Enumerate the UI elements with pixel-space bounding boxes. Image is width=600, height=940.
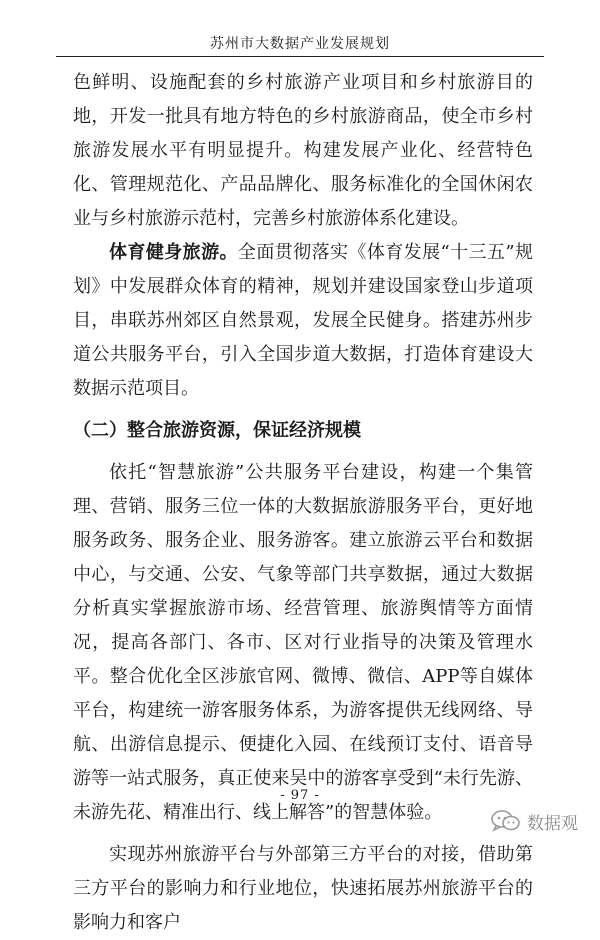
wechat-icon <box>491 810 521 832</box>
watermark <box>491 808 578 834</box>
paragraph-smart-tourism: 依托“智慧旅游”公共服务平台建设，构建一个集管理、营销、服务三位一体的大数据旅游服务平台，更好地服务政务、服务企业、服务游客。建立旅游云平台和数据中心，与交通、公安、气象等部门共享数据，通过大数据分析真实掌握旅游市场、经营管理、旅游舆情等方面情况，提高各部门、各市、区对行业指导的决策及管理水平。整合优化全区涉旅官网、微博、微信、APP等自媒体平台，构建统一游客服务体系，为游客提供无线网络、导航、出游信息提示、便捷化入园、在线预订支付、语音导游等一站式服务，真正使来吴中的游客享受到“未行先游、未游先花、精准出行、线上解答”的智慧体验。 <box>73 462 533 823</box>
paragraph-lead: 体育健身旅游。 <box>109 242 238 263</box>
paragraph-third-party: 实现苏州旅游平台与外部第三方平台的对接，借助第三方平台的影响力和行业地位，快速拓展苏州旅游平台的影响力和客户 <box>73 844 533 933</box>
paragraph-rural-tourism: 色鲜明、设施配套的乡村旅游产业项目和乡村旅游目的地，开发一批具有地方特色的乡村旅游商品，使全市乡村旅游发展水平有明显提升。构建发展产业化、经营特色化、管理规范化、产品品牌化、服务标准化的全国休闲农业与乡村旅游示范村，完善乡村旅游体系化建设。 <box>73 72 533 229</box>
document-title: 苏州市大数据产业发展规划 <box>210 36 390 52</box>
paragraph-sports-tourism <box>73 236 533 406</box>
page-body <box>73 66 533 940</box>
paragraph-body: 全面贯彻落实《体育发展“十三五”规划》中发展群众体育的精神，规划并建设国家登山步道项目，串联苏州郊区自然景观，发展全民健身。搭建苏州步道公共服务平台，引入全国步道大数据，打造体育建设大数据示范项目。 <box>73 242 533 399</box>
watermark-label: 数据观 <box>527 813 578 834</box>
header-rule <box>56 56 544 57</box>
section-heading: （二）整合旅游资源，保证经济规模 <box>73 420 361 441</box>
page-header <box>0 0 600 56</box>
page-number: - 97 - <box>280 788 320 803</box>
